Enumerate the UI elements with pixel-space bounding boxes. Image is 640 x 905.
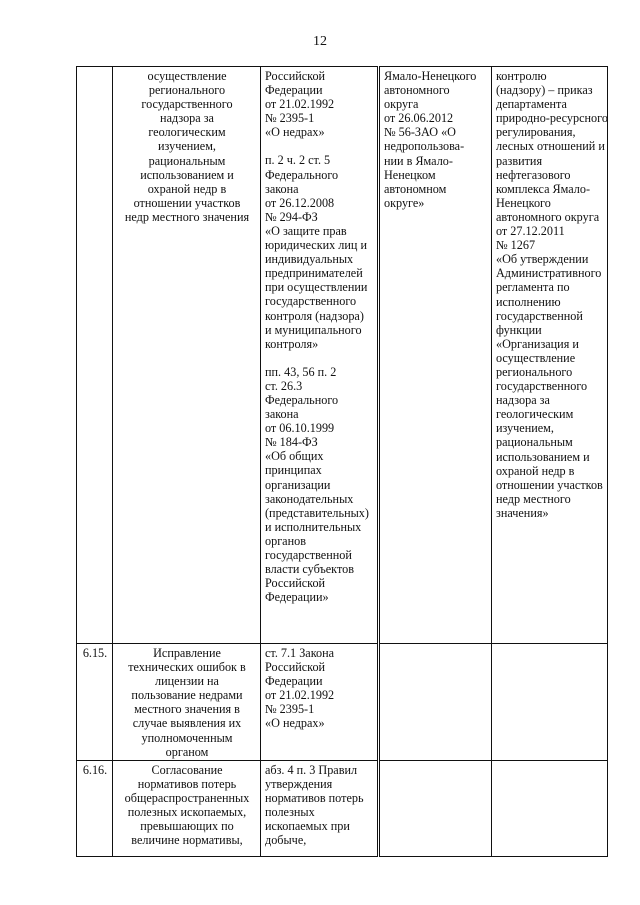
text-line: регионального (496, 364, 573, 379)
federal-law-cell (261, 644, 379, 761)
text-line: лесных отношений и (496, 139, 605, 154)
text-line: органов (265, 533, 306, 548)
text-line: лицензии на (155, 674, 219, 689)
text-line: Административного (496, 266, 602, 281)
service-name-cell (113, 644, 261, 761)
text-line: принципах (265, 463, 322, 478)
text-line: государственного (141, 97, 233, 112)
text-line: контролю (496, 69, 547, 83)
row-number-cell: 6.15. (77, 644, 113, 761)
text-line: полезных ископаемых, (127, 805, 247, 820)
text-line: от 21.02.1992 (265, 97, 335, 112)
text-line: Российской (265, 660, 326, 675)
text-line: охраной недр в (147, 181, 227, 196)
text-line: регионального (148, 83, 226, 98)
text-line: от 21.02.1992 (265, 688, 335, 703)
text-line: недропользова- (384, 139, 465, 154)
text-line: величине нормативы, (131, 833, 243, 848)
text-line: природно-ресурсного (496, 111, 608, 126)
text-line: геологическим (496, 407, 574, 422)
page-number: 12 (313, 34, 327, 49)
text-line: государственной (496, 308, 583, 323)
text-line: п. 2 ч. 2 ст. 5 (265, 153, 331, 168)
text-line: Федерации (265, 674, 323, 689)
text-line: нефтегазового (496, 167, 571, 182)
document-table (76, 66, 608, 857)
text-line: Федерального (265, 392, 339, 407)
text-line: исполнению (496, 294, 561, 309)
text-line: закона (265, 407, 299, 422)
text-line: государственной (265, 548, 352, 562)
text-line: Ненецкого (496, 195, 551, 210)
text-line: нормативов потерь (265, 790, 364, 805)
text-line: технических ошибок в (128, 660, 246, 675)
federal-law-cell (261, 67, 379, 644)
regulation-cell (492, 67, 608, 644)
text-line: законодательных (265, 491, 354, 506)
text-line: закона (265, 181, 299, 196)
table-row (77, 644, 608, 761)
text-line: контроля» (265, 336, 319, 351)
text-line: (представительных) (265, 505, 369, 520)
text-line: отношении участков (496, 477, 603, 492)
text-line: добыче, (265, 833, 307, 848)
text-line: департамента (496, 97, 567, 112)
text-line: функции (496, 322, 542, 337)
text-line: недр местного значения (124, 209, 250, 224)
text-line: использованием и (496, 449, 590, 464)
paragraph-gap (265, 351, 374, 365)
text-line: юридических лиц и (265, 238, 367, 253)
text-line: «Об утверждении (496, 252, 589, 267)
text-line: абз. 4 п. 3 Правил (265, 762, 358, 777)
text-line: власти субъектов (265, 562, 354, 577)
text-line: пп. 43, 56 п. 2 (265, 364, 337, 379)
regulation-cell (492, 760, 608, 856)
row-number-cell (77, 67, 113, 644)
text-line: отношении участков (133, 195, 241, 210)
table-row (77, 760, 608, 856)
text-line: общераспространенных (124, 790, 250, 805)
text-line: нормативов потерь (137, 776, 237, 791)
row-number-cell: 6.16. (77, 760, 113, 856)
text-line: недр местного (496, 491, 571, 506)
text-line: при осуществлении (265, 280, 368, 295)
text-line: № 184-ФЗ (265, 435, 318, 450)
text-line: уполномоченным (141, 730, 233, 745)
text-line: местного значения в (134, 702, 240, 717)
text-line: Российской (265, 576, 326, 591)
text-line: Согласование (151, 762, 223, 777)
text-line: индивидуальных (265, 252, 354, 267)
regional-law-cell (379, 644, 492, 761)
text-line: предпринимателей (265, 266, 363, 281)
text-line: превышающих по (140, 819, 234, 834)
text-line: автономном (384, 181, 447, 196)
text-line: «О защите прав (265, 223, 347, 238)
text-line: случае выявления их (132, 716, 242, 731)
text-line: Ненецком (384, 167, 436, 182)
text-line: развития (496, 153, 543, 168)
text-line: надзора за (496, 393, 550, 408)
text-line: рациональным (148, 153, 226, 168)
text-line: Федерации» (265, 590, 329, 605)
text-line: пользование недрами (131, 688, 243, 703)
text-line: полезных (265, 805, 315, 820)
text-line: ископаемых при (265, 819, 350, 834)
text-line: от 26.06.2012 (384, 111, 454, 126)
text-line: «О недрах» (265, 125, 325, 140)
text-line: значения» (496, 505, 549, 520)
text-line: и муниципального (265, 322, 362, 337)
text-line: и исполнительных (265, 519, 362, 534)
text-line: «Организация и (496, 336, 579, 351)
table-row (77, 67, 608, 644)
text-line: Российской (265, 69, 326, 83)
text-line: ст. 26.3 (265, 378, 303, 393)
text-line: государственного (496, 379, 588, 394)
text-line: осуществление (147, 69, 227, 83)
text-line: охраной недр в (496, 463, 575, 478)
text-line: регламента по (496, 280, 570, 295)
text-line: № 2395-1 (265, 702, 315, 717)
text-line: организации (265, 477, 331, 492)
text-line: контроля (надзора) (265, 308, 364, 323)
text-line: утверждения (265, 776, 333, 791)
text-line: автономного (384, 83, 450, 98)
service-name-cell (113, 760, 261, 856)
text-line: надзора за (160, 111, 214, 126)
text-line: Ямало-Ненецкого (384, 69, 477, 83)
text-line: изучением, (158, 139, 216, 154)
text-line: регулирования, (496, 125, 576, 140)
text-line: ст. 7.1 Закона (265, 646, 335, 660)
text-line: органом (165, 744, 209, 759)
text-line: «О недрах» (265, 716, 325, 731)
regulation-cell (492, 644, 608, 761)
regional-law-cell (379, 67, 492, 644)
text-line: «Об общих (265, 449, 324, 464)
text-line: от 27.12.2011 (496, 224, 565, 239)
text-line: Федерального (265, 167, 339, 182)
text-line: округа (384, 97, 419, 112)
service-name-cell (113, 67, 261, 644)
text-line: (надзору) – приказ (496, 83, 593, 98)
text-line: изучением, (496, 421, 554, 436)
text-line: использованием и (140, 167, 234, 182)
text-line: № 2395-1 (265, 111, 315, 126)
text-line: государственного (265, 294, 357, 309)
text-line: № 294-ФЗ (265, 209, 318, 224)
text-line: геологическим (148, 125, 226, 140)
text-line: нии в Ямало- (384, 153, 453, 168)
text-line: Федерации (265, 83, 323, 98)
text-line: рациональным (496, 435, 573, 450)
text-line: от 06.10.1999 (265, 421, 335, 436)
text-line: № 1267 (496, 238, 536, 253)
text-line: округе» (384, 195, 425, 210)
text-line: № 56-ЗАО «О (384, 125, 456, 140)
text-line: автономного округа (496, 209, 600, 224)
text-line: комплекса Ямало- (496, 181, 591, 196)
federal-law-cell (261, 760, 379, 856)
regional-law-cell (379, 760, 492, 856)
paragraph-gap (265, 139, 374, 153)
text-line: от 26.12.2008 (265, 195, 335, 210)
text-line: Исправление (153, 646, 221, 660)
text-line: осуществление (496, 350, 576, 365)
